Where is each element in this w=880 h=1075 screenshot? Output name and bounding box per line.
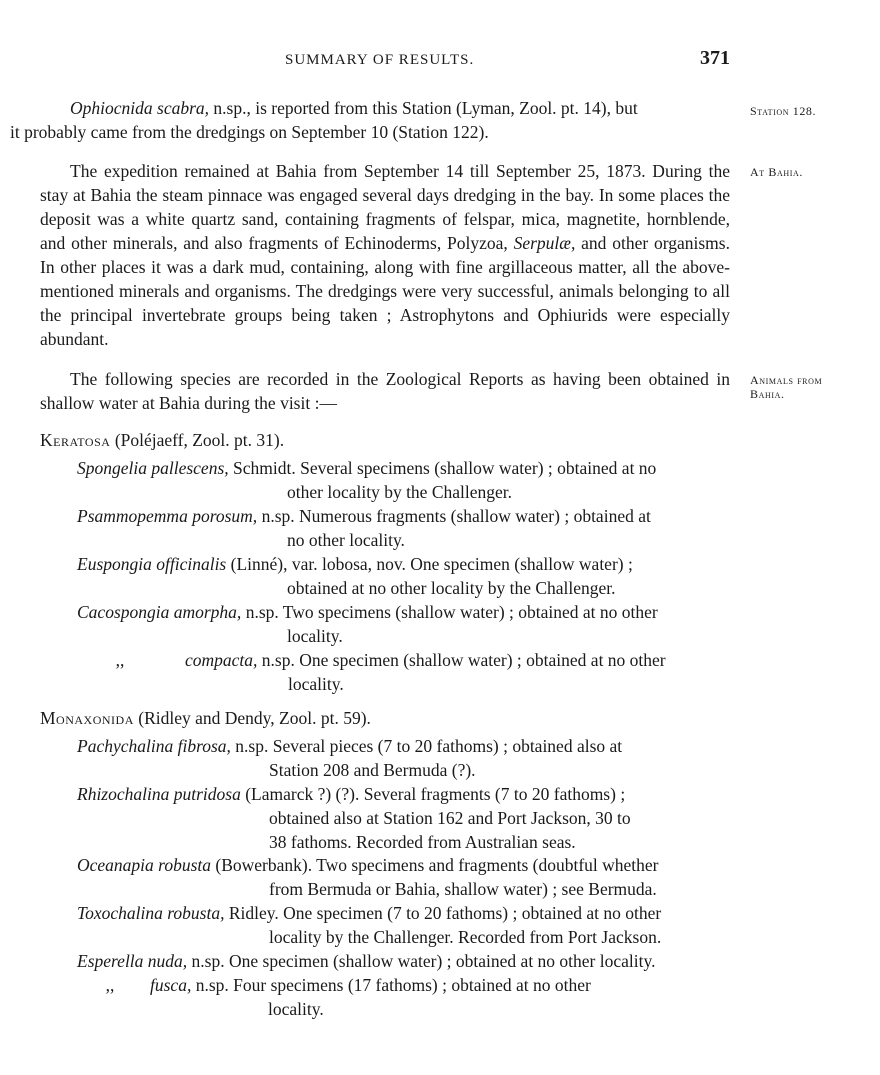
page-number: 371 xyxy=(700,47,730,69)
paragraph-at-bahia: The expedition remained at Bahia from September 14 till September 25, 1873. During the stay at Bahia the steam pinnace was engaged several days dredging in the bay. In some places the deposit was a white quartz sand, containing fragments of felspar, mica, magnetite, hornblende, and other minerals, and also fragments of Echinoderms, Polyzoa, Serpulæ, and other organisms. In other places it was a dark mud, containing, along with fine argillaceous matter, all the above-mentioned minerals and organisms. The dredgings were very successful, animals belonging to all the principal invertebrate groups being taken ; Astrophytons and Ophiurids were especially abundant. xyxy=(40,161,730,349)
species-entry: Psammopemma porosum, n.sp. Numerous fragments (shallow water) ; obtained at no other locality. xyxy=(77,506,651,550)
species-entry: Pachychalina fibrosa, n.sp. Several pieces (7 to 20 fathoms) ; obtained also at Station 208 and Bermuda (?). xyxy=(77,736,623,780)
species-entry: ,, fusca, n.sp. Four specimens (17 fathoms) ; obtained at no other locality. xyxy=(105,975,591,1019)
group-heading-keratosa: Keratosa (Poléjaeff, Zool. pt. 31). xyxy=(40,430,285,450)
running-title: SUMMARY OF RESULTS. xyxy=(285,52,475,68)
species-name: Ophiocnida scabra, xyxy=(70,98,210,118)
margin-note-station: Station 128. xyxy=(750,104,817,118)
species-entry: Spongelia pallescens, Schmidt. Several specimens (shallow water) ; obtained at no other locality by the Challenger. xyxy=(77,458,657,502)
species-entry: Euspongia officinalis (Linné), var. lobosa, nov. One specimen (shallow water) ; obtained at no other locality by the Challenger. xyxy=(77,554,633,598)
margin-note-bahia: At Bahia. xyxy=(750,165,803,179)
species-entry: Toxochalina robusta, Ridley. One specimen (7 to 20 fathoms) ; obtained at no other locality by the Challenger. Recorded from Port Jackson. xyxy=(77,903,662,947)
paragraph-station-128: Ophiocnida scabra, n.sp., is reported from this Station (Lyman, Zool. pt. 14), but it probably came from the dredgings on September 10 (Station 122). xyxy=(10,98,638,142)
margin-note-animals: Animals from Bahia. xyxy=(750,373,823,401)
group-heading-monaxonida: Monaxonida (Ridley and Dendy, Zool. pt. 59). xyxy=(40,708,371,728)
species-entry: Oceanapia robusta (Bowerbank). Two specimens and fragments (doubtful whether from Bermuda or Bahia, shallow water) ; see Bermuda. xyxy=(77,855,659,899)
species-entry: Rhizochalina putridosa (Lamarck ?) (?). Several fragments (7 to 20 fathoms) ; obtained also at Station 162 and Port Jackson, 30 to 38 fathoms. Recorded from Australian seas. xyxy=(77,784,631,852)
paragraph-species-intro: The following species are recorded in the Zoological Reports as having been obtained in shallow water at Bahia during the visit :— xyxy=(40,369,730,413)
species-entry: Esperella nuda, n.sp. One specimen (shallow water) ; obtained at no other locality. xyxy=(77,951,656,971)
species-entry: ,, compacta, n.sp. One specimen (shallow water) ; obtained at no other locality. xyxy=(115,650,666,694)
species-entry: Cacospongia amorpha, n.sp. Two specimens (shallow water) ; obtained at no other locality. xyxy=(77,602,658,646)
